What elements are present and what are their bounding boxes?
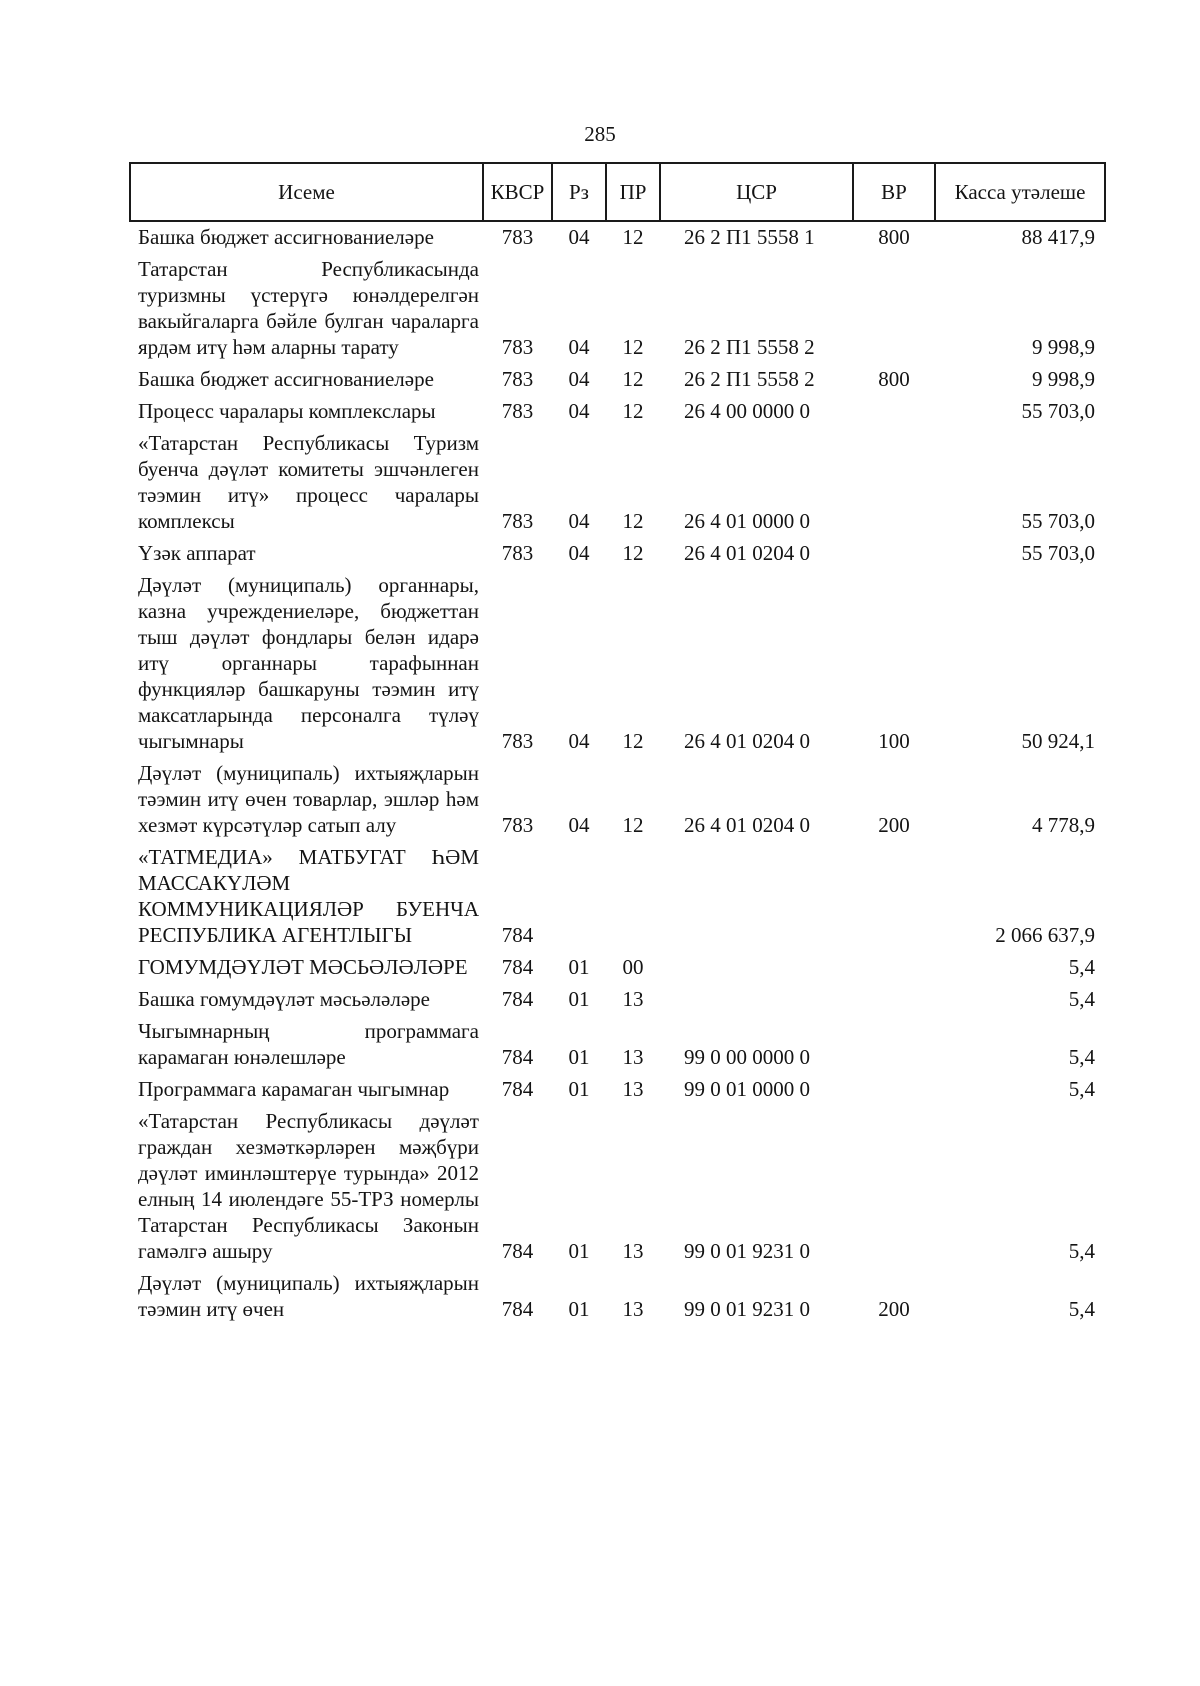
cell-vr bbox=[853, 250, 935, 360]
cell-csr bbox=[660, 838, 853, 948]
cell-pr: 13 bbox=[622, 1077, 644, 1101]
cell-rz: 04 bbox=[568, 541, 590, 565]
cell-vr bbox=[853, 980, 935, 1012]
table-row bbox=[130, 534, 1105, 566]
table-row bbox=[130, 392, 1105, 424]
cell-vr bbox=[853, 1012, 935, 1070]
cell-sum: 5,4 bbox=[1068, 1239, 1095, 1263]
cell-vr: 200 bbox=[878, 813, 910, 837]
cell-name: «Татарстан Республикасы Туризм буенча дәүләт комитеты эшчәнлеген тәэмин итү» процесс чаралары комплексы bbox=[138, 431, 479, 533]
cell-kvsr: 783 bbox=[501, 813, 534, 837]
cell-name: Башка гомумдәүләт мәсьәләләре bbox=[138, 987, 430, 1011]
cell-pr: 12 bbox=[622, 729, 644, 753]
cell-sum: 9 998,9 bbox=[1032, 367, 1095, 391]
cell-name: «ТАТМЕДИА» МАТБУГАТ ҺӘМ МАССАКҮЛӘМ КОММУНИКАЦИЯЛӘР БУЕНЧА РЕСПУБЛИКА АГЕНТЛЫГЫ bbox=[138, 845, 479, 947]
cell-pr: 12 bbox=[622, 541, 644, 565]
table-header bbox=[130, 163, 1105, 221]
cell-kvsr: 783 bbox=[501, 367, 534, 391]
cell-kvsr: 784 bbox=[501, 987, 534, 1011]
cell-rz: 04 bbox=[568, 225, 590, 249]
cell-vr: 100 bbox=[878, 729, 910, 753]
cell-vr bbox=[853, 424, 935, 534]
cell-kvsr: 784 bbox=[501, 1077, 534, 1101]
header-pr: ПР bbox=[606, 163, 660, 221]
cell-rz: 01 bbox=[568, 987, 590, 1011]
cell-csr: 26 4 01 0000 0 bbox=[684, 509, 810, 533]
cell-csr bbox=[660, 980, 853, 1012]
cell-name: Башка бюджет ассигнованиеләре bbox=[138, 367, 434, 391]
header-kvsr: КВСР bbox=[483, 163, 552, 221]
cell-pr: 12 bbox=[622, 225, 644, 249]
budget-table bbox=[129, 162, 1106, 1322]
cell-pr: 00 bbox=[622, 955, 644, 979]
cell-rz: 04 bbox=[568, 813, 590, 837]
cell-name: Татарстан Республикасында туризмны үстерүгә юнәлдерелгән вакыйгаларга бәйле булган чараларга ярдәм итү һәм аларны тарату bbox=[138, 257, 479, 359]
cell-csr: 26 4 00 0000 0 bbox=[684, 399, 810, 423]
cell-csr: 26 2 П1 5558 1 bbox=[684, 225, 815, 249]
cell-sum: 55 703,0 bbox=[1021, 399, 1095, 423]
cell-sum: 5,4 bbox=[1068, 1045, 1095, 1069]
cell-vr: 800 bbox=[878, 225, 910, 249]
cell-pr: 12 bbox=[622, 813, 644, 837]
cell-csr bbox=[660, 948, 853, 980]
cell-csr: 26 4 01 0204 0 bbox=[684, 729, 810, 753]
cell-csr: 99 0 01 9231 0 bbox=[684, 1239, 810, 1263]
cell-kvsr: 784 bbox=[501, 923, 534, 947]
cell-rz: 04 bbox=[568, 729, 590, 753]
cell-pr: 13 bbox=[622, 1297, 644, 1321]
cell-sum: 5,4 bbox=[1068, 955, 1095, 979]
cell-name: «Татарстан Республикасы дәүләт граждан хезмәткәрләрен мәҗбүри дәүләт иминләштерүе турында» 2012 елның 14 июлендәге 55-ТРЗ номерлы Татарстан Республикасы Законын гамәлгә ашыру bbox=[138, 1109, 479, 1263]
header-rz: Рз bbox=[552, 163, 606, 221]
header-csr: ЦСР bbox=[660, 163, 853, 221]
cell-sum: 88 417,9 bbox=[1021, 225, 1095, 249]
cell-pr: 12 bbox=[622, 399, 644, 423]
cell-pr: 12 bbox=[622, 367, 644, 391]
cell-kvsr: 784 bbox=[501, 1045, 534, 1069]
table-row bbox=[130, 838, 1105, 948]
cell-kvsr: 783 bbox=[501, 541, 534, 565]
cell-pr: 12 bbox=[622, 335, 644, 359]
table-row bbox=[130, 948, 1105, 980]
cell-sum: 50 924,1 bbox=[1021, 729, 1095, 753]
cell-name: Дәүләт (муниципаль) органнары, казна учреждениеләре, бюджеттан тыш дәүләт фондлары белән идарә итү органнары тарафыннан функцияләр башкаруны тәэмин итү максатларында персоналга түләү чыгымнары bbox=[138, 573, 479, 753]
cell-rz: 04 bbox=[568, 367, 590, 391]
cell-name: ГОМУМДӘҮЛӘТ МӘСЬӘЛӘЛӘРЕ bbox=[138, 955, 468, 979]
table-row bbox=[130, 1102, 1105, 1264]
table-row bbox=[130, 1070, 1105, 1102]
cell-name: Дәүләт (муниципаль) ихтыяҗларын тәэмин итү өчен bbox=[138, 1271, 479, 1321]
cell-sum: 9 998,9 bbox=[1032, 335, 1095, 359]
header-sum: Касса утәлеше bbox=[935, 163, 1105, 221]
table-row bbox=[130, 566, 1105, 754]
table-row bbox=[130, 1264, 1105, 1322]
cell-vr bbox=[853, 1102, 935, 1264]
cell-sum: 2 066 637,9 bbox=[995, 923, 1095, 947]
cell-kvsr: 784 bbox=[501, 1297, 534, 1321]
cell-pr bbox=[606, 838, 660, 948]
cell-name: Дәүләт (муниципаль) ихтыяҗларын тәэмин итү өчен товарлар, эшләр һәм хезмәт күрсәтүләр сатып алу bbox=[138, 761, 479, 837]
cell-csr: 26 4 01 0204 0 bbox=[684, 813, 810, 837]
cell-csr: 26 2 П1 5558 2 bbox=[684, 335, 815, 359]
header-vr: ВР bbox=[853, 163, 935, 221]
cell-vr bbox=[853, 948, 935, 980]
table-row bbox=[130, 424, 1105, 534]
cell-pr: 12 bbox=[622, 509, 644, 533]
cell-kvsr: 783 bbox=[501, 399, 534, 423]
cell-vr: 200 bbox=[878, 1297, 910, 1321]
cell-pr: 13 bbox=[622, 1045, 644, 1069]
cell-rz: 01 bbox=[568, 1297, 590, 1321]
cell-vr bbox=[853, 1070, 935, 1102]
table-row bbox=[130, 221, 1105, 250]
cell-csr: 99 0 01 9231 0 bbox=[684, 1297, 810, 1321]
cell-sum: 5,4 bbox=[1068, 1297, 1095, 1321]
cell-pr: 13 bbox=[622, 1239, 644, 1263]
cell-name: Процесс чаралары комплекслары bbox=[138, 399, 436, 423]
cell-name: Программага карамаган чыгымнар bbox=[138, 1077, 450, 1101]
cell-vr bbox=[853, 392, 935, 424]
cell-vr bbox=[853, 534, 935, 566]
cell-kvsr: 783 bbox=[501, 509, 534, 533]
cell-rz: 01 bbox=[568, 1239, 590, 1263]
cell-csr: 99 0 01 0000 0 bbox=[684, 1077, 810, 1101]
cell-rz: 04 bbox=[568, 399, 590, 423]
cell-sum: 5,4 bbox=[1068, 987, 1095, 1011]
header-name: Исеме bbox=[130, 163, 483, 221]
cell-kvsr: 783 bbox=[501, 729, 534, 753]
cell-sum: 55 703,0 bbox=[1021, 509, 1095, 533]
table-row bbox=[130, 250, 1105, 360]
table-row bbox=[130, 360, 1105, 392]
table-row bbox=[130, 980, 1105, 1012]
cell-sum: 4 778,9 bbox=[1032, 813, 1095, 837]
cell-vr bbox=[853, 838, 935, 948]
cell-rz: 04 bbox=[568, 509, 590, 533]
cell-kvsr: 784 bbox=[501, 1239, 534, 1263]
cell-name: Чыгымнарның программага карамаган юнәлешләре bbox=[138, 1019, 479, 1069]
cell-kvsr: 784 bbox=[501, 955, 534, 979]
cell-rz: 01 bbox=[568, 1077, 590, 1101]
cell-csr: 99 0 00 0000 0 bbox=[684, 1045, 810, 1069]
page-number: 285 bbox=[584, 122, 616, 146]
cell-rz: 01 bbox=[568, 955, 590, 979]
cell-sum: 5,4 bbox=[1068, 1077, 1095, 1101]
cell-vr: 800 bbox=[878, 367, 910, 391]
cell-sum: 55 703,0 bbox=[1021, 541, 1095, 565]
cell-name: Башка бюджет ассигнованиеләре bbox=[138, 225, 434, 249]
cell-rz: 04 bbox=[568, 335, 590, 359]
table-row bbox=[130, 1012, 1105, 1070]
cell-pr: 13 bbox=[622, 987, 644, 1011]
cell-kvsr: 783 bbox=[501, 225, 534, 249]
cell-rz: 01 bbox=[568, 1045, 590, 1069]
cell-csr: 26 2 П1 5558 2 bbox=[684, 367, 815, 391]
cell-csr: 26 4 01 0204 0 bbox=[684, 541, 810, 565]
cell-kvsr: 783 bbox=[501, 335, 534, 359]
cell-name: Үзәк аппарат bbox=[138, 541, 256, 565]
table-body bbox=[130, 221, 1105, 1322]
table-row bbox=[130, 754, 1105, 838]
cell-rz bbox=[552, 838, 606, 948]
